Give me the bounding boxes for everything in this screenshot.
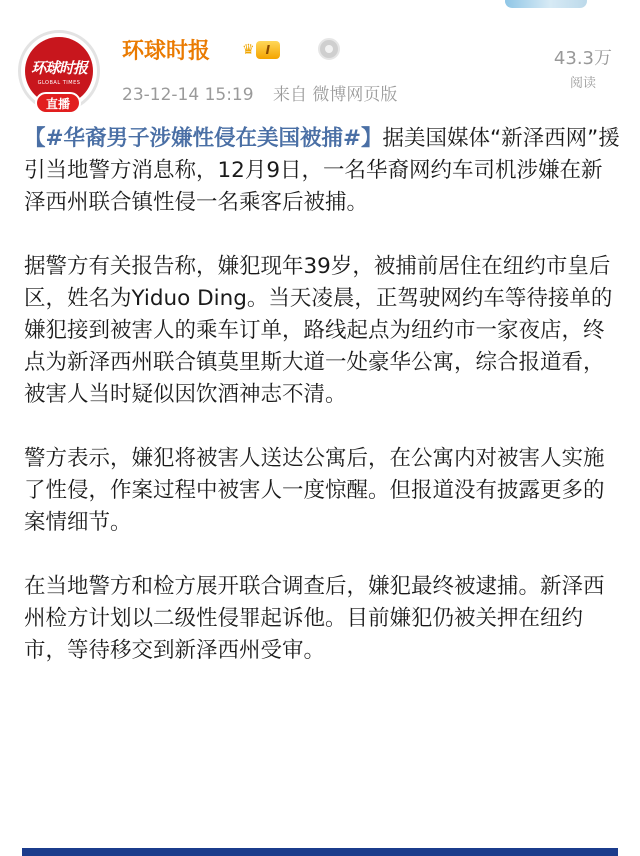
live-badge[interactable]: 直播	[35, 92, 81, 114]
post-body	[24, 123, 620, 699]
logo-subtext: GLOBAL TIMES	[37, 79, 81, 86]
post-paragraph: 据警方有关报告称，嫌犯现年39岁，被捕前居住在纽约市皇后区，姓名为Yiduo Ding。当天凌晨，正驾驶网约车等待接单的嫌犯接到被害人的乘车订单，路线起点为纽约市一家夜店，终点为新泽西州联合镇莫里斯大道一处豪华公寓，综合报道看，被害人当时疑似因饮酒神志不清。	[24, 254, 613, 407]
post-paragraph: 警方表示，嫌犯将被害人送达公寓后，在公寓内对被害人实施了性侵，作案过程中被害人一度惊醒。但报道没有披露更多的案情细节。	[24, 446, 605, 535]
post-meta	[122, 80, 411, 105]
bottom-image-edge	[22, 848, 618, 856]
vip-badge[interactable]	[242, 40, 280, 60]
read-count	[554, 44, 612, 91]
account-name[interactable]: 环球时报	[122, 39, 211, 64]
crown-icon: ♛	[242, 42, 255, 58]
post-header	[18, 30, 622, 110]
paragraph-text: 据美国媒体“新泽西网”援引当地警方消息称，12月9日，一名华裔网约车司机涉嫌在新泽西州联合镇性侵一名乘客后被捕。	[24, 126, 620, 215]
vip-level: I	[256, 41, 280, 59]
medal-icon[interactable]	[318, 38, 340, 60]
post-paragraph	[24, 123, 620, 219]
post-source[interactable]: 来自 微博网页版	[272, 85, 398, 105]
read-count-label: 阅读	[569, 76, 596, 91]
read-count-number: 43.3万	[553, 48, 612, 69]
topic-hashtag-link[interactable]: 【#华裔男子涉嫌性侵在美国被捕#】	[24, 126, 383, 151]
post-timestamp: 23-12-14 15:19	[122, 85, 254, 105]
post-paragraph: 在当地警方和检方展开联合调查后，嫌犯最终被逮捕。新泽西州检方计划以二级性侵罪起诉他。目前嫌犯仍被关押在纽约市，等待移交到新泽西州受审。	[24, 574, 605, 663]
top-image-strip	[0, 0, 640, 12]
top-image-fragment	[505, 0, 587, 8]
logo-text: 环球时报	[30, 58, 87, 77]
